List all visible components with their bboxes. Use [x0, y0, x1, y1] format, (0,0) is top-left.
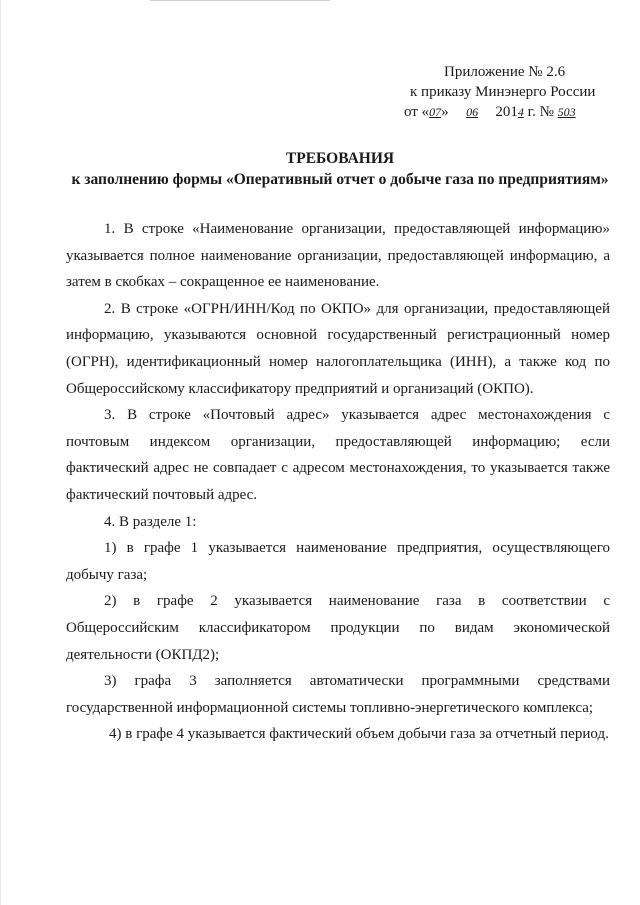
date-month: 06 [466, 105, 479, 119]
paragraph-1: 1. В строке «Наименование организации, предоставляющей информацию» указывается полное наименование организации, предоставляющей информацию, а затем в скобках – сокращенное ее наименование. [66, 221, 610, 291]
document-title [40, 148, 640, 190]
order-date-line [404, 102, 624, 122]
date-day: 07 [429, 105, 442, 119]
page-edge [0, 0, 1, 905]
order-number: 503 [557, 105, 576, 119]
date-mid: » [441, 104, 449, 120]
paragraph-4-2: 2) в графе 2 указывается наименование газа в соответствии с Общероссийским классификатором продукции по видам экономической деятельности (ОКПД2); [66, 593, 610, 663]
title-main: ТРЕБОВАНИЯ [285, 150, 395, 167]
paragraph-4: 4. В разделе 1: [104, 513, 197, 530]
date-year-digit: 4 [517, 105, 524, 119]
paragraph-2: 2. В строке «ОГРН/ИНН/Код по ОКПО» для организации, предоставляющей информацию, указываются основной государственный регистрационный номер (ОГРН), идентификационный номер налогоплательщика (ИНН), а также код по Общероссийскому классификатору предприятий и организаций (ОКПО). [66, 300, 610, 397]
title-sub: к заполнению формы «Оперативный отчет о добыче газа по предприятиям» [71, 171, 609, 188]
paragraph-4-3: 3) графа 3 заполняется автоматически программными средствами государственной информационной системы топливно-энергетического комплекса; [66, 673, 610, 716]
order-number-label: г. № [523, 104, 554, 120]
scan-artifact-line [150, 0, 330, 1]
appendix-header [404, 62, 624, 122]
date-year: 201 [495, 104, 518, 120]
paragraph-4-1: 1) в графе 1 указывается наименование предприятия, осуществляющего добычу газа; [66, 540, 610, 583]
date-prefix: от « [404, 104, 430, 120]
paragraph-3: 3. В строке «Почтовый адрес» указывается адрес местонахождения с почтовым индексом организации, предоставляющей информацию; если фактический адрес не совпадает с адресом местонахождения, то указывается также фактический почтовый адрес. [66, 407, 610, 503]
requirements-body [66, 216, 610, 748]
appendix-number: Приложение № 2.6 [444, 64, 566, 80]
paragraph-4-4: 4) в графе 4 указывается фактический объем добычи газа за отчетный период. [109, 726, 609, 743]
order-reference: к приказу Минэнерго России [410, 84, 596, 100]
